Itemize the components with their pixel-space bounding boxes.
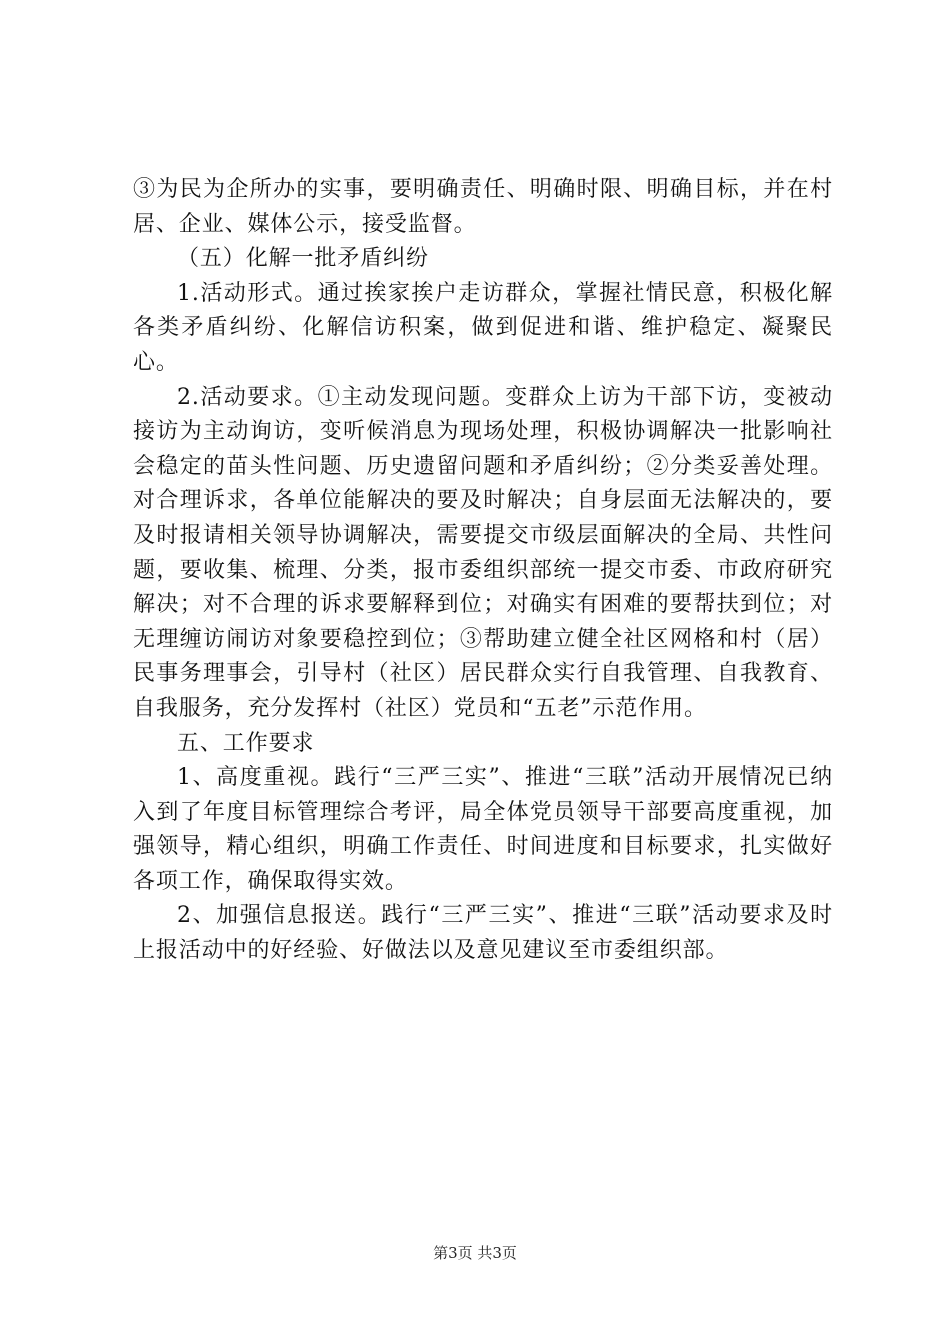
page-number-footer: 第3页 共3页 [433, 1244, 517, 1262]
paragraph-practical-matters: ③为民为企所办的实事，要明确责任、明确时限、明确目标，并在村居、企业、媒体公示，接受监督。 [133, 177, 833, 237]
paragraph-activity-form: 1.活动形式。通过挨家挨户走访群众，掌握社情民意，积极化解各类矛盾纠纷、化解信访积案，做到促进和谐、维护稳定、凝聚民心。 [133, 280, 833, 375]
paragraph-high-attention: 1、高度重视。践行“三严三实”、推进“三联”活动开展情况已纳入到了年度目标管理综合考评，局全体党员领导干部要高度重视，加强领导，精心组织，明确工作责任、时间进度和目标要求，扎实做好各项工作，确保取得实效。 [133, 765, 833, 894]
document-body [133, 173, 833, 969]
section-heading-resolve-disputes: （五）化解一批矛盾纠纷 [177, 246, 429, 272]
section-heading-work-requirements: 五、工作要求 [177, 730, 315, 756]
paragraph-activity-requirements: 2.活动要求。①主动发现问题。变群众上访为干部下访，变被动接访为主动询访，变听候消息为现场处理，积极协调解决一批影响社会稳定的苗头性问题、历史遗留问题和矛盾纠纷；②分类妥善处理。对合理诉求，各单位能解决的要及时解决；自身层面无法解决的，要及时报请相关领导协调解决，需要提交市级层面解决的全局、共性问题，要收集、梳理、分类，报市委组织部统一提交市委、市政府研究解决；对不合理的诉求要解释到位；对确实有困难的要帮扶到位；对无理缠访闹访对象要稳控到位；③帮助建立健全社区网格和村（居）民事务理事会，引导村（社区）居民群众实行自我管理、自我教育、自我服务，充分发挥村（社区）党员和“五老”示范作用。 [133, 384, 833, 721]
paragraph-information-reporting: 2、加强信息报送。践行“三严三实”、推进“三联”活动要求及时上报活动中的好经验、好做法以及意见建议至市委组织部。 [133, 903, 833, 964]
